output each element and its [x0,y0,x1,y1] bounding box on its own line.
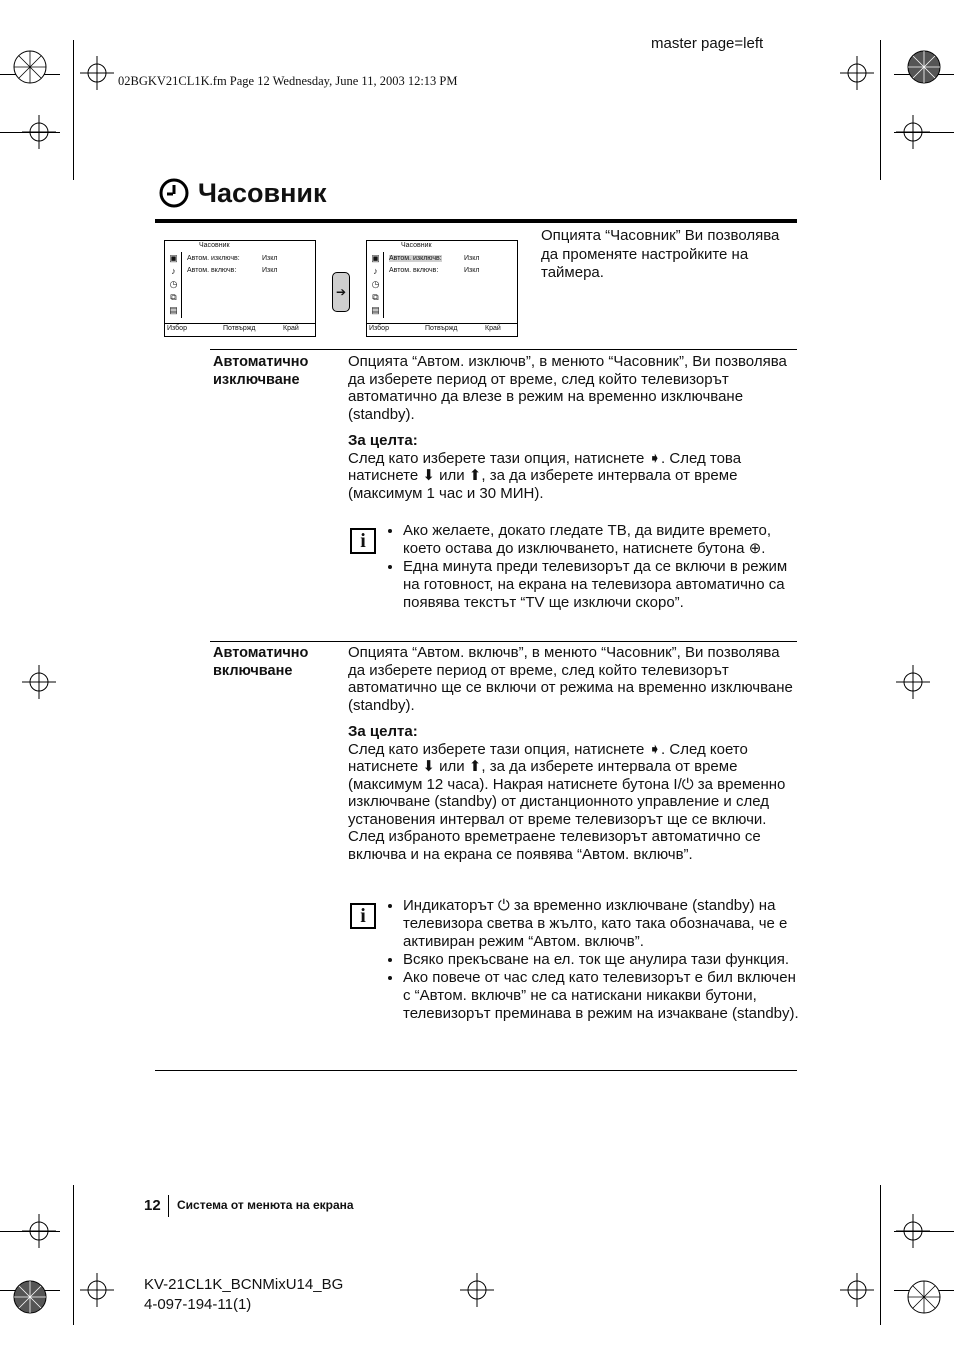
intro-text: Опцията “Часовник” Ви позволява да променяте настройките на таймера. [541,227,780,281]
menu-row-selected [389,255,480,262]
footer-divider [168,1195,169,1217]
menu-row-value: Изкл [262,255,278,262]
menu-row-label: Автом. изключв: [389,255,442,262]
settings-icon: ▤ [371,305,380,315]
preset-icon: ⧉ [372,292,379,302]
sound-icon: ♪ [171,266,176,276]
file-info: 02BGKV21CL1K.fm Page 12 Wednesday, June 11, 2003 12:13 PM [118,74,458,88]
footer-section-name: Система от менюта на екрана [177,1198,354,1212]
section-label-auto-on: Автоматично включване [213,645,309,679]
menu-row-label: Автом. включв: [389,267,439,274]
section-label-auto-off: Автоматично изключване [213,354,309,388]
note-item: • Ако желаете, докато гледате ТВ, да видите времето, което остава до изключването, натиснете бутона ⊕. [403,522,800,558]
menu-row-label: Автом. включв: [187,267,237,274]
menu-footer [165,323,315,336]
section-description: Опцията “Автом. изключв”, в менюто “Часовник”, Ви позволява да изберете период от време, след който телевизорът автоматично да влезе в режим на временно изключване (standby). [348,353,787,423]
note-item: • Една минута преди телевизорът да се включи в режим на готовност, на екрана на телевизора автоматично са появява текстът “TV ще изключи скоро”. [403,558,800,612]
settings-icon: ▤ [169,305,178,315]
menu-screen-before [164,240,316,337]
clock-icon: ◷ [371,279,380,289]
preset-icon: ⧉ [170,292,177,302]
goal-heading: За целта: [348,723,418,740]
master-page-label: master page=left [651,35,764,52]
clock-icon: ◷ [169,279,178,289]
menu-row [389,267,480,274]
footer-select: Избор [167,325,187,332]
sound-icon: ♪ [373,266,378,276]
section-body-auto-off [348,353,798,502]
menu-icon-column [368,252,384,318]
page-title: Часовник [198,177,327,208]
goal-text: След като изберете тази опция, натиснете ➧. След което натиснете ⬇ или ⬆, за да изберете интервала от време (максимум 12 часа). Накрая натиснете бутона I/⏻ за временно изключване (standby) от дистанционното управление и след установения интервал от време телевизорът ще се включи. [348,740,786,828]
menu-footer [367,323,517,336]
info-icon: i [350,903,376,929]
note-item: • Ако повече от час след като телевизорът е бил включен с “Автом. включв” не са натискани никакви бутони, телевизорът преминава в режим на изчакване (standby). [403,969,800,1023]
menu-screen-after [366,240,518,337]
next-arrow-icon: ➔ [332,272,350,312]
menu-row-value: Изкл [464,267,480,274]
goal-heading: За целта: [348,432,418,449]
menu-row [187,255,278,262]
menu-row [187,267,278,274]
notes-auto-off [385,522,800,612]
title-rule [155,219,797,223]
goal-text: След като изберете тази опция, натиснете ➧. След това натиснете ⬇ или ⬆, за да изберете интервала от време (максимум 1 час и 30 МИН). [348,449,742,502]
footer-select: Избор [369,325,389,332]
info-icon: i [350,528,376,554]
page-title-block [158,176,327,210]
menu-screen-title: Часовник [199,242,230,249]
clock-icon [158,177,190,209]
menu-row-value: Изкл [464,255,480,262]
note-item: • Индикаторът ⏻ за временно изключване (standby) на телевизора светва в жълто, като така обозначава, че е активиран режим “Автом. включв”. [403,897,800,951]
menu-screen-title: Часовник [401,242,432,249]
section-description: Опцията “Автом. включв”, в менюто “Часовник”, Ви позволява да изберете период от време, след който телевизорът автоматично ще се включи от режима на временно изключване (standby). [348,644,793,714]
section-rule [210,641,797,642]
menu-row-label: Автом. изключв: [187,255,240,262]
menu-icon-column [166,252,182,318]
model-code: KV-21CL1K_BCNMixU14_BG [144,1276,344,1293]
notes-auto-on [385,897,800,1023]
picture-icon: ▣ [371,253,380,263]
footer-confirm: Потвържд [223,325,256,332]
menu-row-value: Изкл [262,267,278,274]
part-code: 4-097-194-11(1) [144,1296,252,1313]
footer-exit: Край [283,325,299,332]
picture-icon: ▣ [169,253,178,263]
end-rule [155,1070,797,1071]
after-text: След избраното времетраене телевизорът автоматично се включва и на екрана се появява “Автом. включв”. [348,828,761,863]
section-body-auto-on [348,644,798,863]
section-rule [210,349,797,350]
footer-confirm: Потвържд [425,325,458,332]
footer-exit: Край [485,325,501,332]
note-item: • Всяко прекъсване на ел. ток ще анулира тази функция. [403,951,800,969]
page-number: 12 [144,1197,161,1214]
